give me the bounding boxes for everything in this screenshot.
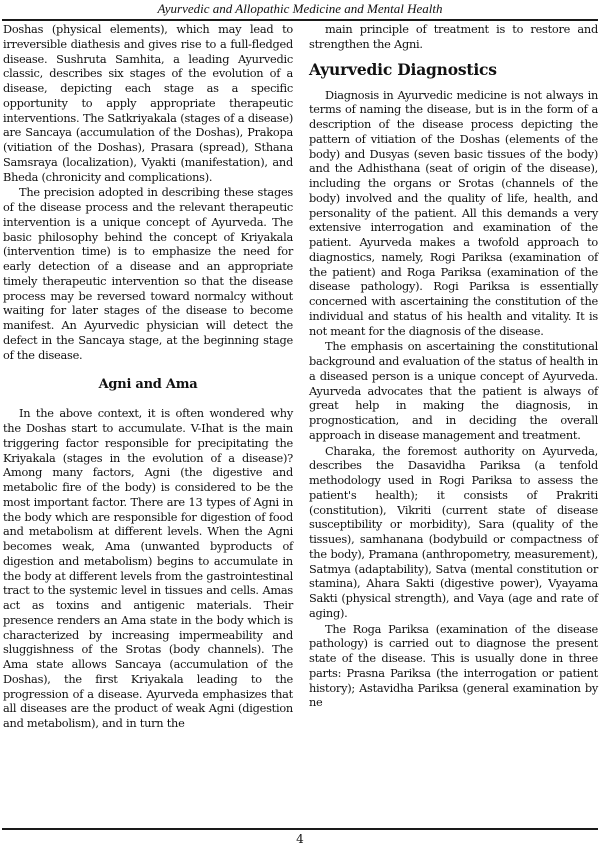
section-heading-ayurvedic-diagnostics: Ayurvedic Diagnostics xyxy=(309,59,497,79)
paragraph: In the above context, it is often wondered why the Doshas start to accumulate. V-Ihat is the main triggering factor responsible for precipitating the Kriyakala (stages in the evolution of a disease)? Among many factors, Agni (the digestive and metabolic fire of the body) is considered to be the most important factor. There are 13 types of Agni in the body which are responsible for digestion of food and metabolism at different levels. When the Agni becomes weak, Ama (unwanted byproducts of digestion and metabolism) begins to accumulate in the body at different levels from the gastrointestinal tract to the systemic level in tissues and cells. Amas act as toxins and antigenic materials. Their presence renders an Ama state in the body which is characterized by increasing impermeability and sluggishness of the Srotas (body channels). The Ama state allows Sancaya (accumulation of the Doshas), the first Kriyakala leading to the progression of a disease. Ayurveda emphasizes that all diseases are the product of weak Agni (digestion and metabolism), and in turn the xyxy=(3,406,293,730)
footer-rule xyxy=(2,828,598,830)
left-column xyxy=(3,22,293,731)
paragraph: The precision adopted in describing these stages of the disease process and the relevant therapeutic intervention is a unique concept of Ayurveda. The basic philosophy behind the concept of Kriyakala (intervention time) is to emphasize the need for early detection of a disease and an appropriate timely therapeutic intervention so that the disease process may be reversed toward normalcy without waiting for later stages of the disease to become manifest. An Ayurvedic physician will detect the defect in the Sancaya stage, at the beginning stage of the disease. xyxy=(3,185,293,362)
paragraph: main principle of treatment is to restore and strengthen the Agni. xyxy=(309,22,598,51)
header-rule xyxy=(2,19,598,21)
right-column xyxy=(309,22,598,710)
page-number: 4 xyxy=(296,832,304,846)
paragraph: The Roga Pariksa (examination of the disease pathology) is carried out to diagnose the present state of the disease. This is usually done in three parts: Prasna Pariksa (the interrogation or patient history); Astavidha Pariksa (general examination by ne xyxy=(309,621,598,710)
paragraph: Doshas (physical elements), which may lead to irreversible diathesis and gives rise to a full-fledged disease. Sushruta Samhita, a leading Ayurvedic classic, describes six stages of the evolution of a disease, depicting each stage as a specific opportunity to apply appropriate therapeutic interventions. The Satkriyakala (stages of a disease) are Sancaya (accumulation of the Doshas), Prakopa (vitiation of the Doshas), Prasara (spread), Sthana Samsraya (localization), Vyakti (manifestation), and Bheda (chronicity and complications). xyxy=(3,22,293,184)
paragraph: The emphasis on ascertaining the constitutional background and evaluation of the status of health in a diseased person is a unique concept of Ayurveda. Ayurveda advocates that the patient is always of great help in making the diagnosis, in prognostication, and in deciding the overall approach in disease management and treatment. xyxy=(309,339,598,442)
paragraph: Diagnosis in Ayurvedic medicine is not always in terms of naming the disease, but is in the form of a description of the disease process depicting the pattern of vitiation of the Doshas (elements of the body) and Dusyas (seven basic tissues of the body) and the Adhisthana (seat of origin of the disease), including the organs or Srotas (channels of the body) involved and the quality of life, health, and personality of the patient. All this demands a very extensive interrogation and examination of the patient. Ayurveda makes a twofold approach to diagnostics, namely, Rogi Pariksa (examination of the patient) and Roga Pariksa (examination of the disease pathology). Rogi Pariksa is essentially concerned with ascertaining the constitution of the individual and status of his health and vitality. It is not meant for the diagnosis of the disease. xyxy=(309,87,598,338)
running-header: Ayurvedic and Allopathic Medicine and Mental Health xyxy=(157,1,443,16)
paragraph: Charaka, the foremost authority on Ayurveda, describes the Dasavidha Pariksa (a tenfold methodology used in Rogi Pariksa to assess the patient's health); it consists of Prakriti (constitution), Vikriti (current state of disease susceptibility or morbidity), Sara (quality of the tissues), samhanana (bodybuild or compactness of the body), Pramana (anthropometry, measurement), Satmya (adaptability), Satva (mental constitution or stamina), Ahara Sakti (digestive power), Vyayama Sakti (physical strength), and Vaya (age and rate of aging). xyxy=(309,443,598,620)
subheading-agni-and-ama: Agni and Ama xyxy=(98,377,198,393)
